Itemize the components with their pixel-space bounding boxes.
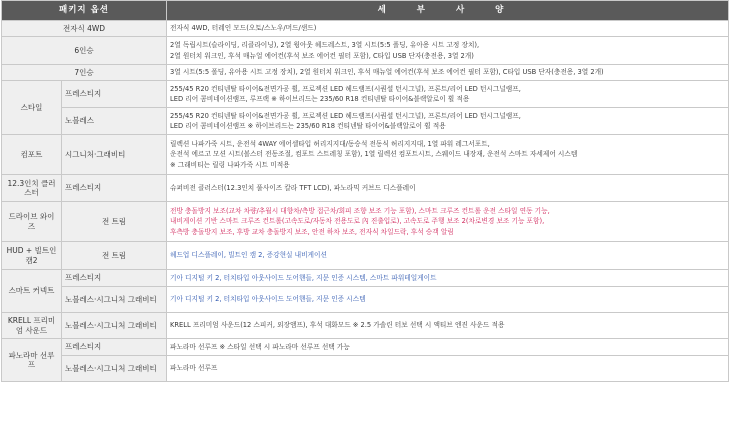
category-name: 스마트 커넥트 [2,270,62,313]
detail-line: LED 리어 콤비네이션램프 ※ 하이브리드는 235/60 R18 컨티넨탈 타이어&블랙알로이 휠 적용 [170,122,446,130]
option-detail [167,81,729,108]
category-name: 스타일 [2,81,62,135]
trim-name: 전 트림 [62,242,167,270]
detail-line: 내비게이션 기반 스마트 크루즈 컨트롤(고속도로/자동차 전용도로 內 진출입로), 고속도로 주행 보조 2(차로변경 보조 기능 포함), [170,217,545,226]
table-row [2,270,729,287]
detail-line: 2열 독립시트(슬라이딩, 리클라이닝), 2열 윙아웃 헤드레스트, 3열 시트(5:5 폴딩, 유아용 시트 고정 장치), [170,41,480,49]
detail-line: 릴렉션 나파가죽 시트, 운전석 4WAY 에어셀타입 허리지지대/동승석 전동식 허리지지대, 1열 파워 레그서포트, [170,139,490,148]
category-name: 12.3인치 클러스터 [2,175,62,202]
table-row [2,135,729,175]
table-header-row [2,1,729,21]
option-detail [167,65,729,81]
table-row [2,242,729,270]
category-name: HUD + 빌트인 캠2 [2,242,62,270]
option-detail [167,339,729,356]
table-row [2,37,729,65]
option-name: 7인승 [2,65,167,81]
trim-name: 프레스티지 [62,339,167,356]
detail-line: 3열 시트(5:5 폴딩, 유아용 시트 고정 장치), 2열 원터치 워크인, 후석 매뉴얼 에어컨(후석 보조 에어컨 필터 포함), C타입 USB 단자(충전용, 3열 2개) [170,68,604,77]
detail-line: 운전석 에르고 모션 시트(볼스터 전동조절, 컴포트 스트레칭 포함), 1열 릴렉션 컴포트시트, 스웨이드 내장재, 운전석 스마트 자세제어 시스템 [170,150,578,159]
trim-name: 노블레스 [62,108,167,135]
option-detail [167,287,729,313]
detail-line: 255/45 R20 컨티넨탈 타이어&전면가공 휠, 프로젝션 LED 헤드램프(시퀀셜 턴시그널), 프론트/리어 LED 턴시그널램프, [170,84,521,93]
trim-name: 노블레스·시그니처 그래비티 [62,313,167,339]
category-name: 파노라마 선루프 [2,339,62,382]
table-row [2,65,729,81]
trim-name: 노블레스·시그니처 그래비티 [62,287,167,313]
header-detail-spec: 세 부 사 양 [167,1,729,21]
table-row [2,21,729,37]
option-detail [167,202,729,242]
table-row [2,202,729,242]
trim-name: 전 트림 [62,202,167,242]
detail-line: 전자식 4WD, 터레인 모드(오토/스노우/머드/샌드) [170,24,317,33]
detail-line: 전방 충돌방지 보조(교차 차량/추월시 대향차/측방 접근차/회피 조향 보조 기능 포함), 스마트 크루즈 컨트롤 운전 스타일 연동 기능, [170,206,550,215]
option-detail [167,270,729,287]
option-detail [167,108,729,135]
trim-name: 프레스티지 [62,81,167,108]
detail-line: 기아 디지털 키 2, 터치타입 아웃사이드 도어핸들, 지문 인증 시스템 [170,295,366,304]
option-detail [167,21,729,37]
detail-line: 후측방 충돌방지 보조, 후방 교차 충돌방지 보조, 안전 하차 보조, 전자식 차일드락, 후석 승객 알림 [170,227,454,236]
option-detail [167,135,729,175]
package-options-table [1,0,729,382]
trim-name: 프레스티지 [62,175,167,202]
detail-line: 파노라마 선루프 ※ 스타일 선택 시 파노라마 선루프 선택 가능 [170,342,350,351]
detail-line: ※ 그래비티는 릴링 나파가죽 시트 미적용 [170,160,290,169]
trim-name: 시그니처·그래비티 [62,135,167,175]
detail-line: 기아 디지털 키 2, 터치타입 아웃사이드 도어핸들, 지문 인증 시스템, 스마트 파워테일게이트 [170,273,437,282]
table-row [2,287,729,313]
table-row [2,313,729,339]
detail-line: 파노라마 선루프 [170,364,218,373]
detail-line: 헤드업 디스플레이, 빌트인 캠 2, 증강현실 내비게이션 [170,251,327,260]
trim-name: 프레스티지 [62,270,167,287]
detail-line: 슈퍼비전 클러스터(12.3인치 풀사이즈 칼라 TFT LCD), 파노라믹 커브드 디스플레이 [170,183,416,192]
option-name: 6인승 [2,37,167,65]
trim-name: 노블레스·시그니처 그래비티 [62,356,167,382]
table-row [2,175,729,202]
table-row [2,339,729,356]
option-detail [167,37,729,65]
option-name: 전자식 4WD [2,21,167,37]
table-row [2,356,729,382]
detail-line: 255/45 R20 컨티넨탈 타이어&전면가공 휠, 프로젝션 LED 헤드램프(시퀀셜 턴시그널), 프론트/리어 LED 턴시그널램프, [170,111,521,120]
category-name: 드라이브 와이즈 [2,202,62,242]
category-name: 컴포트 [2,135,62,175]
option-detail [167,175,729,202]
detail-line: 2열 원터치 워크인, 후석 매뉴얼 에어컨(후석 보조 에어컨 필터 포함), C타입 USB 단자(충전용, 3열 2개) [170,51,474,60]
detail-line: KRELL 프리미엄 사운드(12 스피커, 외장앰프), 후석 대화모드 ※ 2.5 가솔린 터보 선택 시 액티브 엔진 사운드 적용 [170,321,505,330]
table-row [2,108,729,135]
category-name: KRELL 프리미엄 사운드 [2,313,62,339]
option-detail [167,242,729,270]
table-row [2,81,729,108]
detail-line: LED 리어 콤비네이션램프, 루프랙 ※ 하이브리드는 235/60 R18 컨티넨탈 타이어&블랙알로이 휠 적용 [170,95,470,103]
option-detail [167,313,729,339]
header-package-option: 패키지 옵션 [2,1,167,21]
option-detail [167,356,729,382]
